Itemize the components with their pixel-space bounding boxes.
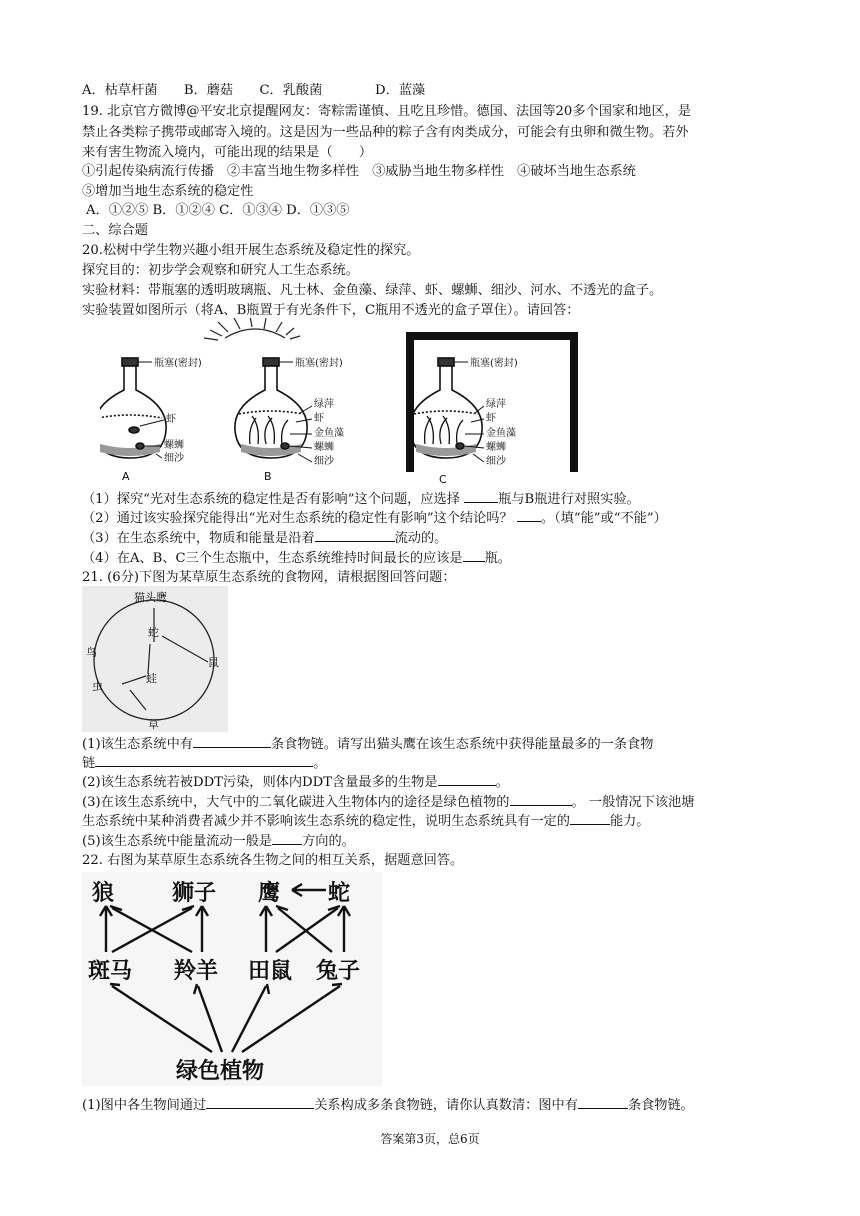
q21-title: 21. (6分)下图为某草原生态系统的食物网，请根据图回答问题： [82, 570, 456, 585]
bottle-c-label-sand: 细沙 [486, 456, 506, 467]
q20-materials: 实验材料：带瓶塞的透明玻璃瓶、凡士林、金鱼藻、绿萍、虾、螺蛳、细沙、河水、不透光的盒子。 [82, 283, 663, 298]
node-eagle: 鹰 [258, 881, 281, 906]
answer-blank[interactable] [463, 549, 485, 562]
bottle-c [410, 358, 482, 458]
answer-blank[interactable] [464, 490, 498, 503]
node-owl: 猫头鹰 [134, 591, 167, 604]
q19-line1: 19. 北京官方微博@平安北京提醒网友：寄粽需谨慎、且吃且珍惜。德国、法国等20多个国家和地区，是 [82, 104, 692, 119]
node-lion: 狮子 [172, 881, 217, 906]
q20-sub2: （2）通过该实验探究能得出“光对生态系统的稳定性有影响”这个结论吗？ 。（填“能”或“不能”） [82, 511, 667, 526]
node-snake: 蛇 [328, 881, 351, 906]
bottle-a-label-snail: 螺蛳 [164, 440, 184, 451]
bottle-c-label-hornwort: 金鱼藻 [486, 428, 516, 439]
caption-a: A [122, 470, 130, 483]
node-bird: 鸟 [86, 646, 97, 659]
node-wolf: 狼 [92, 881, 115, 906]
food-web-figure [82, 586, 228, 732]
answer-blank[interactable] [578, 1096, 628, 1109]
q21-sub3-cont: 生态系统中某种消费者减少并不影响该生态系统的稳定性，说明生态系统具有一定的 能力。 [82, 814, 650, 829]
q20-setup: 实验装置如图所示（将A、B瓶置于有光条件下，C瓶用不透光的盒子罩住）。请回答： [82, 303, 580, 318]
answer-blank[interactable] [95, 754, 313, 767]
bottle-b-label-duckweed: 绿萍 [314, 399, 334, 410]
bottle-b-label-snail: 螺蛳 [314, 442, 334, 453]
q19-options: A．①②⑤ B．①②④ C．①③④ D．①③⑤ [86, 203, 350, 218]
bottle-b [235, 358, 307, 458]
q21-sub1: (1)该生态系统中有 条食物链。请写出猫头鹰在该生态系统中获得能量最多的一条食物 [82, 737, 654, 752]
caption-b: B [264, 470, 272, 483]
answer-blank[interactable] [510, 793, 572, 806]
bottle-c-label-snail: 螺蛳 [486, 442, 506, 453]
answer-blank[interactable] [206, 1096, 314, 1109]
answer-blank[interactable] [193, 735, 271, 748]
node-green-plants: 绿色植物 [176, 1059, 265, 1084]
q18-options: A．枯草杆菌 B．蘑菇 C．乳酸菌 D．蓝藻 [82, 83, 426, 98]
q20-sub4: （4）在A、B、C三个生态瓶中，生态系统维持时间最长的应该是 瓶。 [82, 551, 511, 566]
q20-title: 20.松树中学生物兴趣小组开展生态系统及稳定性的探究。 [82, 243, 420, 258]
bottle-c-label-duckweed: 绿萍 [486, 399, 506, 410]
node-mouse: 鼠 [208, 656, 219, 669]
node-vole: 田鼠 [248, 959, 293, 984]
bottle-b-label-shrimp: 虾 [314, 413, 324, 424]
node-insect: 虫 [92, 680, 103, 693]
q22-title: 22. 右图为某草原生态系统各生物之间的相互关系，据题意回答。 [82, 853, 464, 868]
bottle-a-label-stopper: 瓶塞(密封) [154, 358, 202, 369]
bottle-b-label-stopper: 瓶塞(密封) [295, 358, 343, 369]
q20-sub3: （3）在生态系统中，物质和能量是沿着 流动的。 [82, 531, 448, 546]
answer-blank[interactable] [570, 812, 610, 825]
node-antelope: 羚羊 [174, 959, 219, 984]
node-snake: 蛇 [148, 626, 159, 639]
sun-icon [204, 318, 300, 340]
node-rabbit: 兔子 [316, 959, 361, 984]
q21-sub2: (2)该生态系统若被DDT污染，则体内DDT含量最多的生物是 。 [82, 775, 509, 790]
bottle-a-label-shrimp: 虾 [166, 414, 176, 425]
bottle-a-label-sand: 细沙 [164, 453, 184, 464]
q21-sub1-cont: 链 。 [82, 756, 327, 771]
q19-items: ①引起传染病流行传播 ②丰富当地生物多样性 ③威胁当地生物多样性 ④破坏当地生态系统 [82, 164, 636, 179]
q19-item5: ⑤增加当地生态系统的稳定性 [82, 184, 254, 199]
bottle-a [100, 358, 166, 458]
q22-sub1: (1)图中各生物间通过 关系构成多条食物链，请你认真数清：图中有 条食物链。 [82, 1098, 694, 1113]
node-frog: 蛙 [146, 672, 157, 685]
q20-purpose: 探究目的：初步学会观察和研究人工生态系统。 [82, 263, 359, 278]
page-footer: 答案第3页，总6页 [380, 1132, 480, 1146]
q20-sub1: （1）探究“光对生态系统的稳定性是否有影响”这个问题，应选择 瓶与B瓶进行对照实验。 [82, 492, 640, 507]
bottle-c-label-shrimp: 虾 [486, 413, 496, 424]
answer-blank[interactable] [438, 773, 496, 786]
section-heading: 二、综合题 [82, 223, 148, 238]
q19-line3: 来有害生物流入境内，可能出现的结果是（ ） [82, 145, 373, 160]
bottle-b-label-sand: 细沙 [314, 456, 334, 467]
q21-sub3: (3)在该生态系统中，大气中的二氧化碳进入生物体内的途径是绿色植物的 。 一般情况下该池塘 [82, 795, 695, 810]
bottle-c-label-stopper: 瓶塞(密封) [470, 358, 518, 369]
node-zebra: 斑马 [88, 959, 133, 984]
answer-blank[interactable] [315, 529, 395, 542]
q21-sub5: (5)该生态系统中能量流动一般是 方向的。 [82, 834, 355, 849]
answer-blank[interactable] [272, 832, 302, 845]
node-grass: 草 [148, 718, 159, 731]
answer-blank[interactable] [517, 509, 541, 522]
bottles-figure [100, 318, 590, 488]
bottle-b-label-hornwort: 金鱼藻 [314, 428, 344, 439]
q19-line2: 禁止各类粽子携带或邮寄入境的。这是因为一些品种的粽子含有肉类成分，可能会有虫卵和微生物。若外 [82, 125, 689, 140]
caption-c: C [439, 473, 447, 486]
grassland-web-figure [82, 872, 382, 1086]
